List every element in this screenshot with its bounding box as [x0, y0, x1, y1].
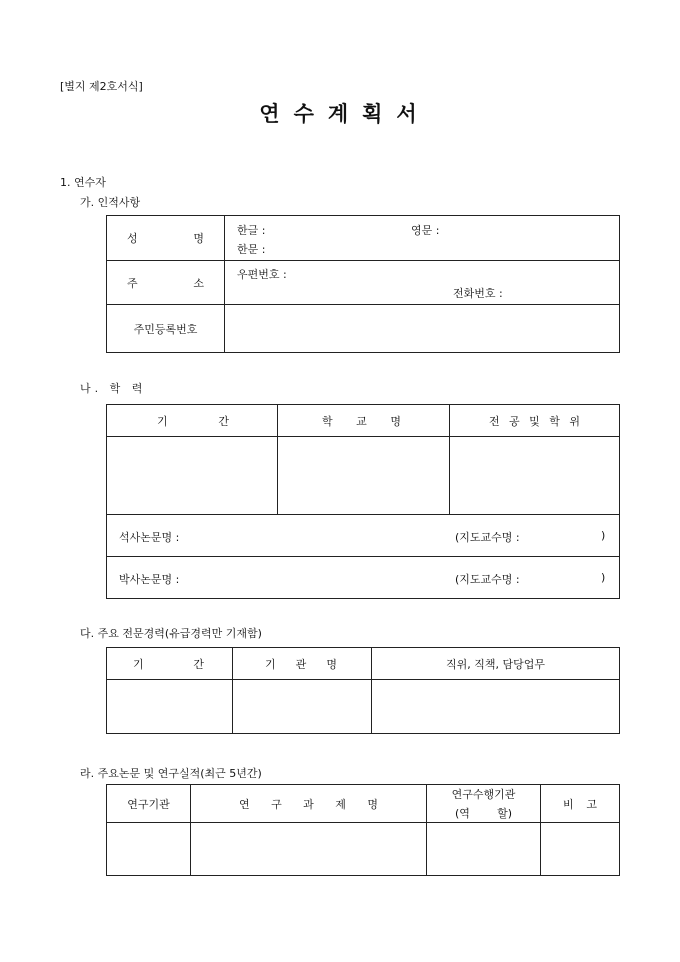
research-col-note [541, 785, 620, 823]
research-col-org-label: 연구기관 [127, 797, 170, 811]
research-note-cell[interactable] [541, 823, 620, 876]
masters-thesis-row[interactable] [107, 515, 620, 557]
research-col-org [107, 785, 191, 823]
career-col-period-1: 기 [133, 657, 144, 671]
research-col-note-2: 고 [586, 797, 597, 811]
edu-school-cell[interactable] [278, 437, 450, 515]
career-col-period [107, 648, 233, 680]
page-title: 연수계획서 [259, 101, 431, 126]
personal-info-heading: 가. 인적사항 [80, 196, 141, 209]
research-col-exec-role-1: (역 [455, 807, 470, 820]
postal-code-label: 우편번호 : [237, 268, 287, 281]
edu-col-period-2: 간 [218, 414, 229, 428]
doctoral-thesis-row[interactable] [107, 557, 620, 599]
name-label-2: 명 [193, 232, 204, 245]
research-col-exec-role-2: 할) [497, 807, 512, 820]
doctoral-advisor-label: (지도교수명 : [455, 573, 520, 586]
research-col-title-5: 명 [367, 797, 378, 811]
edu-col-school-1: 학 [322, 414, 333, 428]
rrn-value-cell[interactable] [225, 305, 620, 353]
edu-col-school [278, 405, 450, 437]
career-col-position [372, 648, 620, 680]
career-col-org-3: 명 [326, 657, 337, 671]
edu-period-cell[interactable] [107, 437, 278, 515]
research-col-title-4: 제 [335, 797, 346, 811]
section-trainee-heading: 1. 연수자 [60, 176, 106, 189]
career-position-cell[interactable] [372, 680, 620, 734]
edu-col-period-1: 기 [157, 414, 168, 428]
name-value-cell[interactable] [225, 216, 620, 261]
research-col-title-3: 과 [303, 797, 314, 811]
career-org-cell[interactable] [233, 680, 372, 734]
research-col-note-1: 비 [563, 797, 574, 811]
address-value-cell[interactable] [225, 261, 620, 305]
edu-col-school-3: 명 [390, 414, 401, 428]
edu-col-major [450, 405, 620, 437]
name-label-cell [107, 216, 225, 261]
doctoral-thesis-label: 박사논문명 : [119, 573, 180, 586]
career-col-period-2: 간 [193, 657, 204, 671]
name-label-1: 성 [127, 232, 138, 245]
doctoral-close-paren: ) [601, 571, 606, 584]
edu-col-period [107, 405, 278, 437]
hangul-name-label: 한글 : [237, 224, 266, 237]
research-table [106, 784, 620, 876]
personal-info-table [106, 215, 620, 353]
form-number: [별지 제2호서식] [60, 80, 143, 93]
research-col-title-1: 연 [239, 797, 250, 811]
rrn-label-cell [107, 305, 225, 353]
research-col-exec [427, 785, 541, 823]
masters-advisor-label: (지도교수명 : [455, 531, 520, 544]
address-label-cell [107, 261, 225, 305]
address-label-2: 소 [193, 276, 204, 290]
english-name-label: 영문 : [411, 224, 440, 237]
education-heading: 나. 학 력 [80, 382, 147, 395]
research-title-cell[interactable] [191, 823, 427, 876]
research-heading: 라. 주요논문 및 연구실적(최근 5년간) [80, 767, 262, 780]
research-exec-cell[interactable] [427, 823, 541, 876]
career-col-org [233, 648, 372, 680]
career-period-cell[interactable] [107, 680, 233, 734]
research-col-title [191, 785, 427, 823]
address-label-1: 주 [127, 276, 138, 290]
career-heading: 다. 주요 전문경력(유급경력만 기재함) [80, 627, 262, 640]
research-org-cell[interactable] [107, 823, 191, 876]
edu-col-school-2: 교 [356, 414, 367, 428]
hanja-name-label: 한문 : [237, 243, 266, 256]
career-col-org-1: 기 [265, 657, 276, 671]
research-col-exec-line1: 연구수행기관 [451, 788, 516, 801]
masters-close-paren: ) [601, 529, 606, 542]
rrn-label: 주민등록번호 [133, 322, 198, 336]
career-table [106, 647, 620, 734]
edu-col-major-label: 전 공 및 학 위 [488, 414, 581, 428]
masters-thesis-label: 석사논문명 : [119, 531, 180, 544]
career-col-org-2: 관 [295, 657, 307, 671]
career-col-position-label: 직위, 직책, 담당업무 [446, 657, 545, 671]
edu-major-cell[interactable] [450, 437, 620, 515]
phone-label: 전화번호 : [453, 287, 503, 300]
education-table [106, 404, 620, 599]
research-col-title-2: 구 [271, 797, 282, 811]
